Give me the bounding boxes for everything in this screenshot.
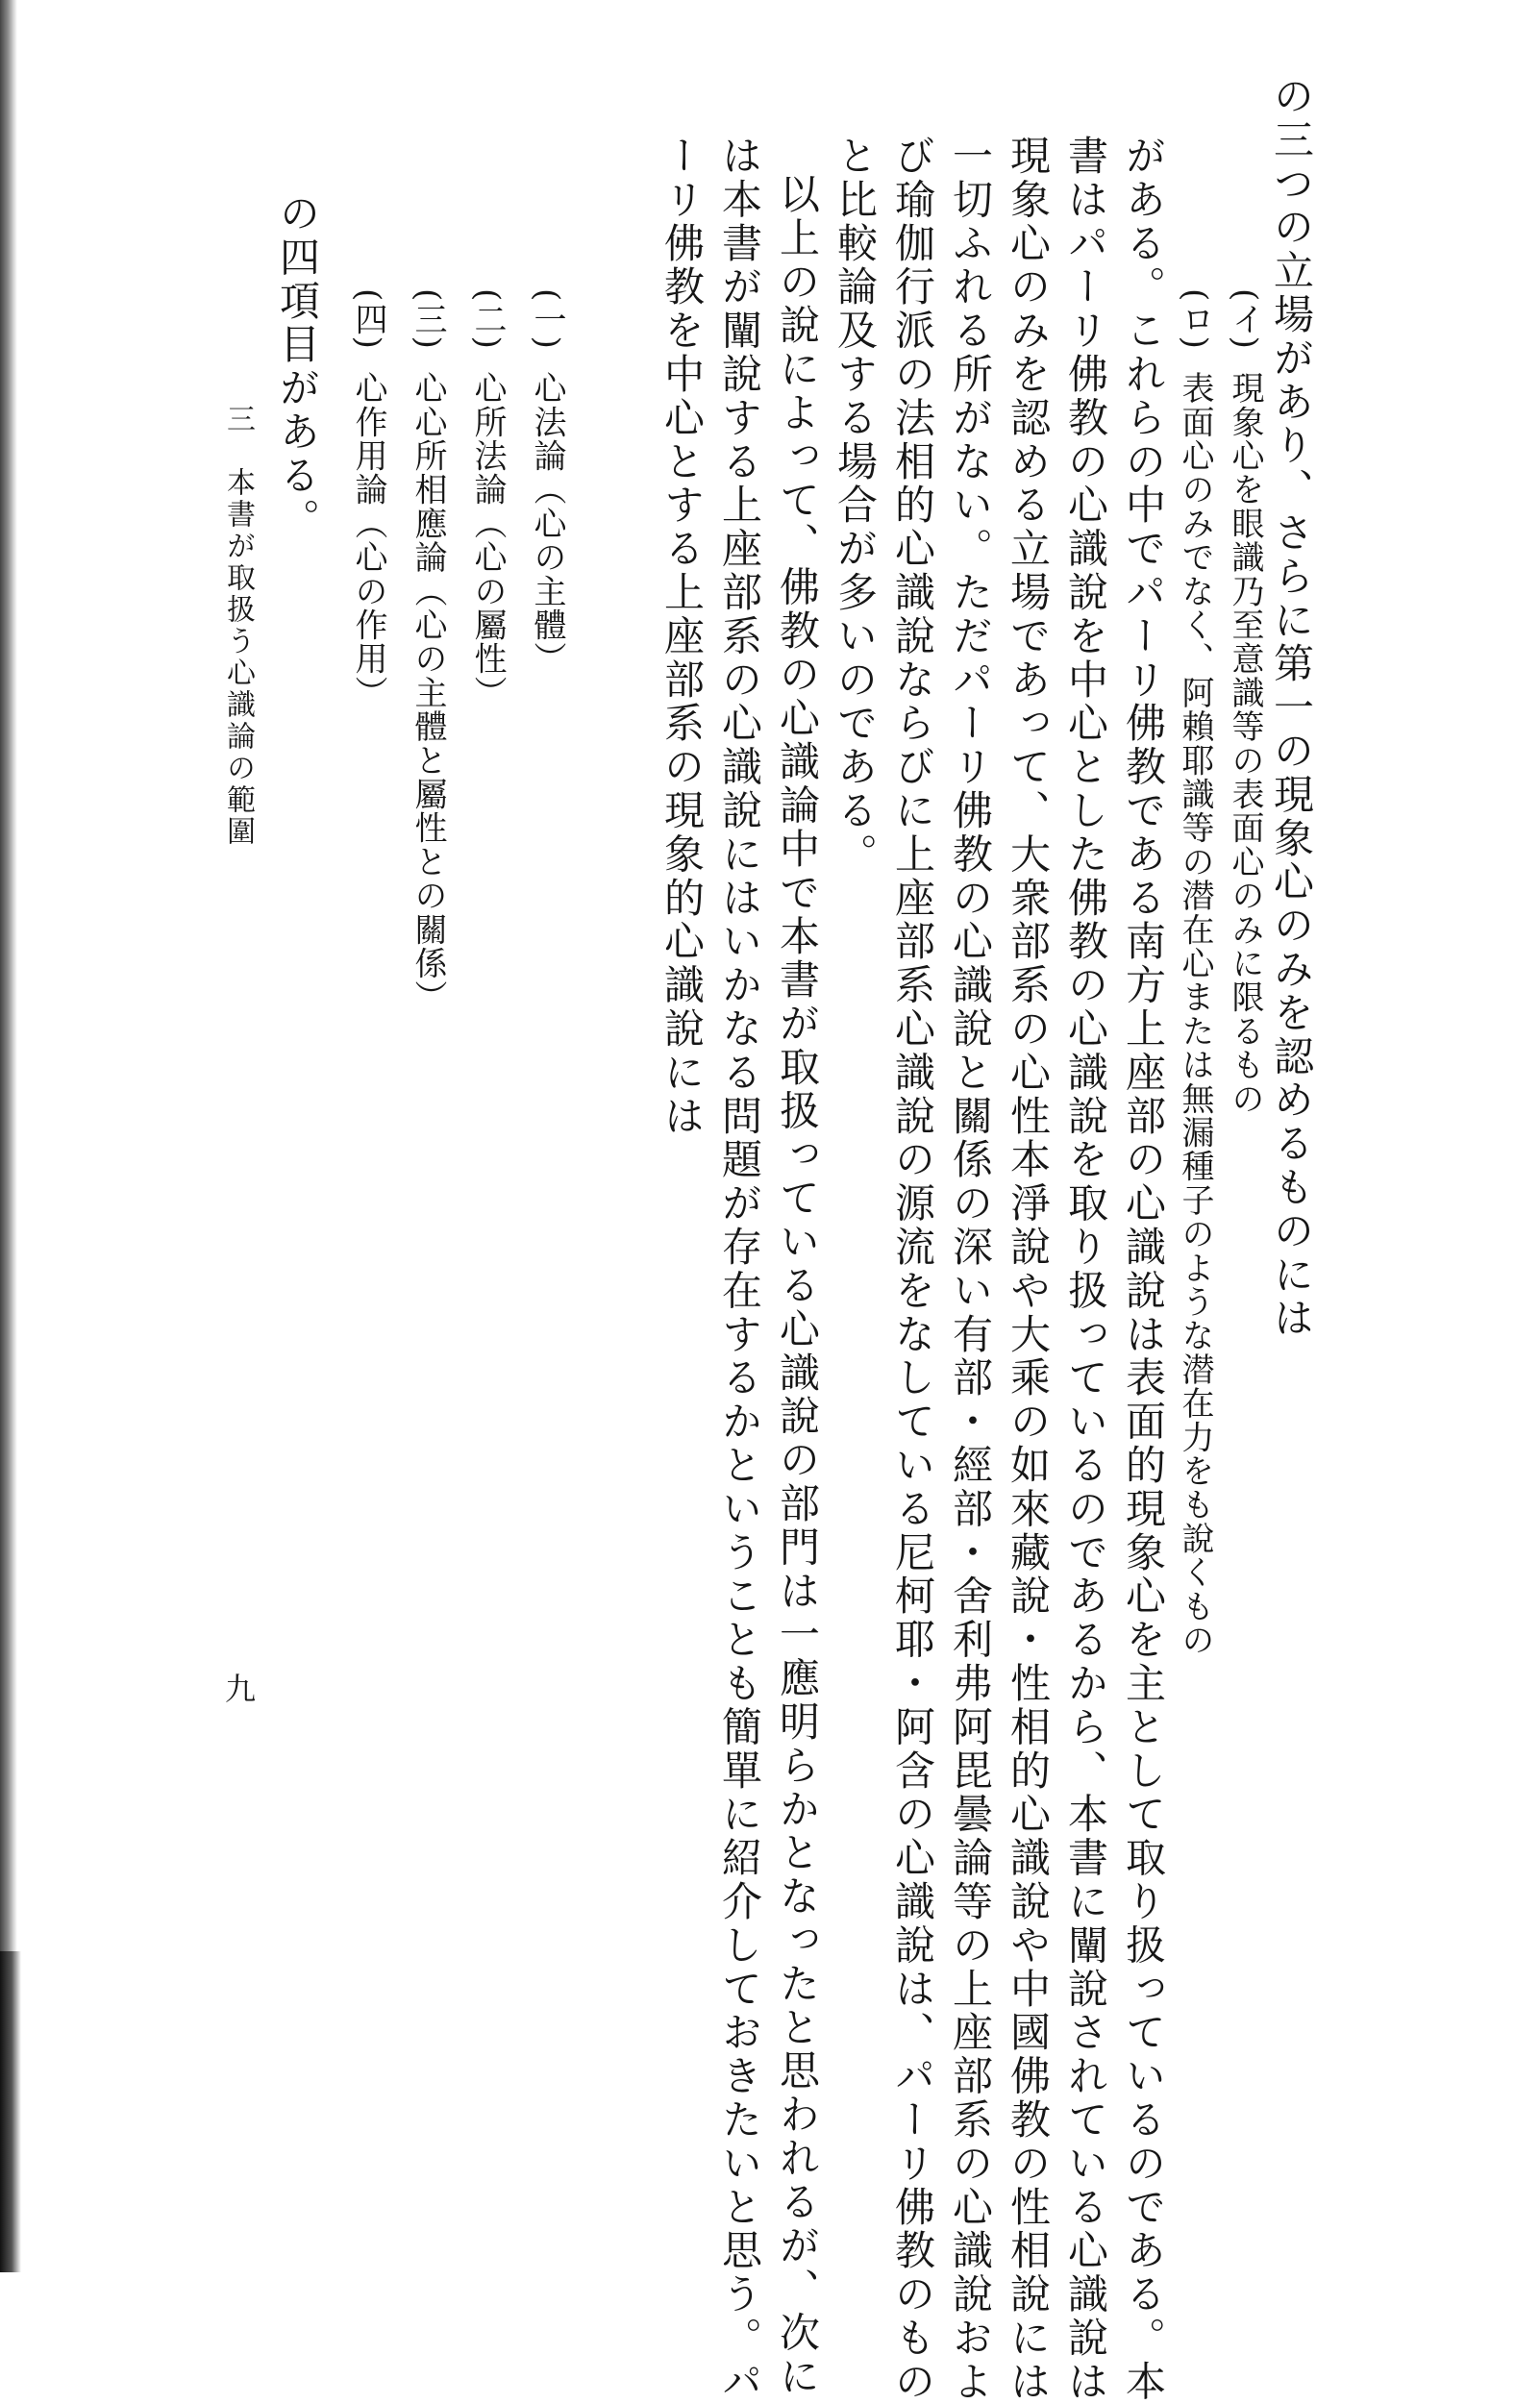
text-line-17: の四項目がある。	[274, 192, 321, 542]
running-header: 三 本書が取扱う心識論の範圍	[221, 404, 255, 848]
text-line-1: の三つの立場があり、さらに第一の現象心のみを認めるものには	[1268, 75, 1315, 1341]
list-marker-1: (一)	[528, 288, 566, 351]
text-line-4: がある。これらの中でパーリ佛教である南方上座部の心識說は表面的現象心を主として取り扱っているのである。本	[1120, 135, 1167, 2404]
text-line-12: ーリ佛教を中心とする上座部系の現象的心識說には	[658, 135, 706, 1139]
list-item-1	[528, 288, 566, 676]
item-marker-ro: (ロ)	[1176, 288, 1214, 351]
item-marker-i: (イ)	[1226, 288, 1264, 351]
list-item-4-text: 心作用論（心の作用）	[349, 371, 387, 710]
list-item-2-text: 心所法論（心の屬性）	[468, 371, 507, 710]
text-line-8: び瑜伽行派の法相的心識說ならびに上座部系心識說の源流をなしている尼柯耶・阿含の心識說は、パーリ佛教のもの	[889, 135, 936, 2404]
list-marker-3: (三)	[409, 288, 447, 351]
item-ro	[1176, 288, 1214, 1657]
text-line-9: と比較論及する場合が多いのである。	[832, 135, 879, 877]
item-i-text: 現象心を眼識乃至意識等の表面心のみに限るもの	[1226, 371, 1264, 1116]
scan-edge-shadow	[0, 0, 17, 2272]
list-marker-4: (四)	[349, 288, 387, 351]
item-ro-text: 表面心のみでなく、阿賴耶識等の潜在心または無漏種子のような潜在力をも說くもの	[1176, 371, 1214, 1657]
list-item-3-text: 心心所相應論（心の主體と屬性との關係）	[409, 371, 447, 1014]
list-item-3	[409, 288, 447, 1014]
text-line-11: は本書が闡說する上座部系の心識說にはいかなる問題が存在するかということも簡單に紹介しておきたいと思う。パ	[716, 135, 763, 2404]
list-item-2	[468, 288, 507, 710]
item-i	[1226, 288, 1264, 1116]
list-marker-2: (二)	[468, 288, 507, 351]
text-line-10: 以上の說によって、佛教の心識論中で本書が取扱っている心識說の部門は一應明らかとなったと思われるが、次に	[774, 173, 821, 2399]
text-line-5: 書はパーリ佛教の心識說を中心とした佛教の心識說を取り扱っているのであるから、本書に闡說されている心識說は	[1062, 135, 1109, 2404]
page-number: 九	[220, 1673, 257, 1703]
list-item-1-text: 心法論（心の主體）	[528, 371, 566, 676]
text-line-7: 一切ふれる所がない。ただパーリ佛教の心識說と關係の深い有部・經部・舍利弗阿毘曇論等の上座部系の心識說およ	[947, 135, 994, 2404]
scan-edge-shadow-bottom	[0, 1951, 21, 2272]
text-line-6: 現象心のみを認める立場であって、大衆部系の心性本淨說や大乘の如來藏說・性相的心識說や中國佛教の性相說には	[1005, 135, 1052, 2404]
list-item-4	[349, 288, 387, 710]
